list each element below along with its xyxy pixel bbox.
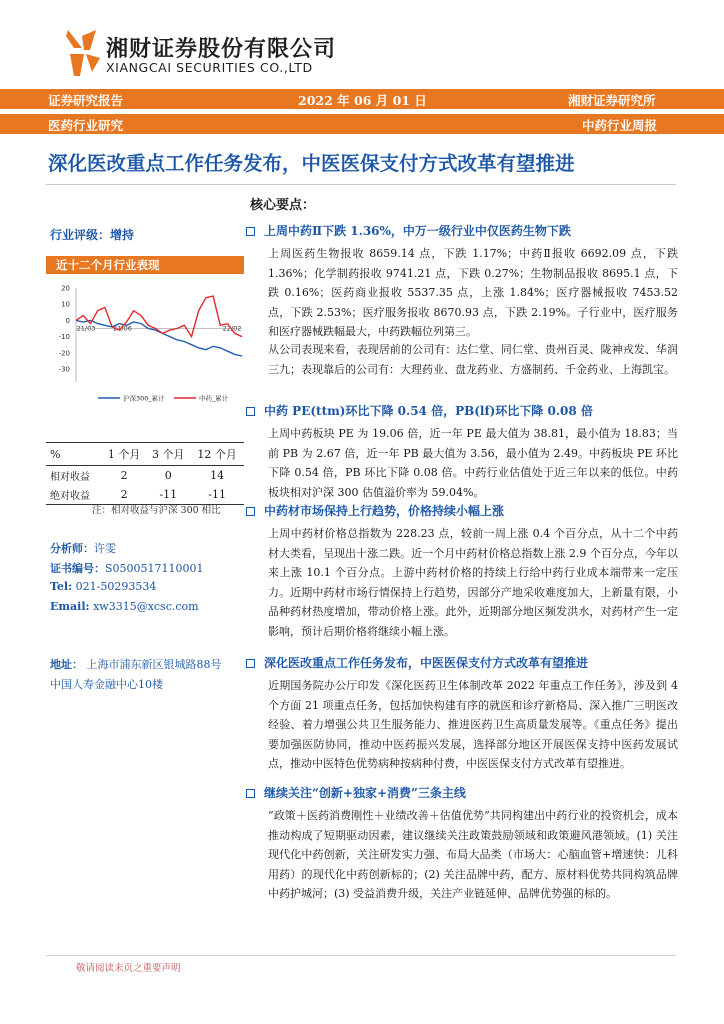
checkbox-icon	[246, 407, 255, 416]
email-address[interactable]: xw3315@xcsc.com	[93, 600, 199, 613]
footer-disclaimer: 敬请阅读末页之重要声明	[76, 963, 181, 974]
report-series: 中药行业周报	[582, 118, 658, 133]
section-heading	[246, 222, 571, 239]
page-title: 深化医改重点工作任务发布，中医医保支付方式改革有望推进	[48, 152, 575, 175]
section-heading	[246, 502, 504, 519]
header-bar-bottom	[0, 114, 724, 134]
research-area: 医药行业研究	[48, 118, 124, 133]
checkbox-icon	[246, 659, 255, 668]
title-divider	[46, 184, 676, 185]
table-cell: 0	[164, 469, 172, 482]
y-tick-label: 20	[61, 284, 70, 293]
section-heading	[246, 402, 593, 419]
address-label: 地址：	[50, 658, 83, 671]
address	[50, 656, 222, 672]
paragraph: 上周医药生物报收 8659.14 点，下跌 1.17%；中药Ⅱ报收 6692.09 点，下跌 1.36%；化学制药报收 9741.21 点，下跌 0.27%；生物制品报收 8695.1 点，下跌 0.16%；医药商业报收 5537.35 点，上涨 1.84%；医疗器械报收 7453.52 点，下跌 2.53%；医疗服务报收 8670.93 点，下跌 2.19%。子行业中，医疗服务和医疗器械跌幅最大，中药跌幅位列第三。	[268, 247, 678, 338]
core-points-title: 核心要点：	[250, 198, 316, 213]
company-name-cn: 湘财证券股份有限公司	[106, 37, 337, 62]
y-tick-label: -20	[58, 349, 70, 358]
y-tick-label: -10	[58, 333, 70, 342]
performance-title: 近十二个月行业表现	[46, 256, 244, 274]
analyst-label: 分析师：	[50, 542, 94, 555]
row-label: 绝对收益	[46, 485, 102, 505]
section-heading-text: 中药材市场保持上行趋势，价格持续小幅上涨	[264, 504, 505, 518]
analyst	[50, 540, 116, 556]
series-line	[76, 320, 242, 356]
y-tick-label: 10	[61, 300, 70, 309]
table-cell: 2	[120, 469, 128, 482]
institute-name: 湘财证券研究所	[568, 93, 656, 108]
paragraph: “政策＋医药消费刚性＋业绩改善＋估值优势”共同构建出中药行业的投资机会，成本推动构成了短期驱动因素，建议继续关注政策鼓励领域和政策避风港领域。(1) 关注现代化中药创新，关注研发实力强、布局大品类（市场大：心脑血管+增速快：儿科用药）的现代化中药创新标的；(2) 关注品牌中药，配方、原材料优势共同构筑品牌中药护城河；(3) 受益消费升级，关注产业链延伸、品牌优势强的标的。	[268, 809, 678, 900]
table-header-cell: 3 个月	[146, 443, 190, 466]
x-tick-label: 21/03	[76, 324, 96, 333]
checkbox-icon	[246, 507, 255, 516]
row-label: 相对收益	[50, 472, 90, 483]
address-line1: 上海市浦东新区银城路88号	[86, 658, 222, 671]
paragraph: 上周中药材价格总指数为 228.23 点，较前一周上涨 0.4 个百分点，从十二个中药材大类看，呈现出十涨二跌。近一个月中药材价格总指数上涨 2.9 个百分点，今年以来上涨 10.1 个百分点。上游中药材价格的持续上行给中药行业成本端带来一定压力。近期中药材市场行情保持上行趋势，因部分产地采收难度加大，上新量有限，小品种药材热度增加，带动价格上涨。此外，近期部分地区频发洪水，对药材产生一定影响，预计后期价格将继续小幅上涨。	[268, 527, 678, 638]
checkbox-icon	[246, 789, 255, 798]
analyst-name: 许雯	[94, 542, 116, 555]
performance-table	[46, 442, 244, 505]
tel-number: 021-50293534	[75, 580, 157, 593]
section-heading-text: 继续关注“创新+独家+消费”三条主线	[264, 786, 466, 800]
paragraph: 近期国务院办公厅印发《深化医药卫生体制改革 2022 年重点工作任务》，涉及到 4 个方面 21 项重点任务，包括加快构建有序的就医和诊疗新格局、深入推广三明医改经验、着力增强公共卫生服务能力、推进医药卫生高质量发展等。《重点任务》提出要加强医防协同，推动中医药振兴发展，选择部分地区开展医保支持中医药发展试点，推动中医特色优势病种按病种付费，中医医保支付方式改革有望推进。	[268, 679, 678, 770]
address-line2-text: 中国人寿金融中心10楼	[50, 678, 163, 691]
y-tick-label: -30	[58, 365, 70, 374]
section-heading-text: 中药 PE(ttm)环比下降 0.54 倍，PB(lf)环比下降 0.08 倍	[264, 404, 593, 418]
table-note: 注：相对收益与沪深 300 相比	[92, 505, 221, 516]
legend-label: 中药_累计	[199, 394, 229, 403]
table-header-cell: 1 个月	[102, 443, 146, 466]
table-cell: -11	[190, 485, 244, 505]
email	[50, 600, 199, 613]
section-heading-text: 深化医改重点工作任务发布，中医医保支付方式改革有望推进	[264, 656, 589, 670]
table-header-cell: 12 个月	[190, 443, 244, 466]
series-group	[76, 296, 242, 356]
checkbox-icon	[246, 227, 255, 236]
cert-label: 证书编号：	[50, 562, 105, 575]
email-label: Email:	[50, 600, 90, 613]
industry-rating: 行业评级：增持	[50, 228, 135, 242]
y-tick-label: 0	[65, 316, 70, 325]
table-cell: -11	[146, 485, 190, 505]
table-header-cell: %	[46, 443, 102, 466]
y-axis	[59, 285, 70, 374]
x-tick-label: 21/06	[113, 324, 132, 333]
section-heading-text: 上周中药Ⅱ下跌 1.36%，中万一级行业中仅医药生物下跌	[264, 224, 571, 238]
cert-number: S0500517110001	[105, 562, 204, 575]
table-header-row	[46, 443, 244, 466]
footer-divider	[46, 955, 676, 956]
chart-legend	[98, 394, 229, 403]
certificate	[50, 560, 204, 576]
paragraph: 从公司表现来看，表现居前的公司有：达仁堂、同仁堂、贵州百灵、陇神戎发、华润三九；表现靠后的公司有：大理药业、盘龙药业、方盛制药、千金药业、上海凯宝。	[268, 343, 678, 376]
performance-chart	[46, 280, 244, 410]
tel-label: Tel:	[50, 580, 73, 593]
table-row	[46, 466, 244, 486]
x-tick-label: 22/02	[222, 324, 242, 333]
telephone	[50, 580, 156, 593]
report-type: 证券研究报告	[48, 93, 124, 108]
series-line	[76, 296, 242, 337]
table-cell: 14	[210, 469, 225, 482]
table-cell: 2	[102, 485, 146, 505]
section-heading	[246, 654, 588, 671]
paragraph: 上周中药板块 PE 为 19.06 倍，近一年 PE 最大值为 38.81，最小值为 18.83；当前 PB 为 2.67 倍，近一年 PB 最大值为 3.56，最小值为 2.49。中药板块 PE 环比下降 0.54 倍，PB 环比下降 0.08 倍。中药行业估值处于近三年以来的低位。中药板块相对沪深 300 估值溢价率为 59.04%。	[268, 427, 678, 499]
report-date: 2022 年 06 月 01 日	[298, 93, 427, 108]
company-logo-icon	[62, 28, 102, 78]
company-name-en: XIANGCAI SECURITIES CO.,LTD	[106, 60, 313, 75]
header-bar-top	[0, 89, 724, 109]
section-heading	[246, 784, 466, 801]
address-line2	[50, 676, 163, 692]
legend-label: 沪深300_累计	[123, 394, 165, 403]
